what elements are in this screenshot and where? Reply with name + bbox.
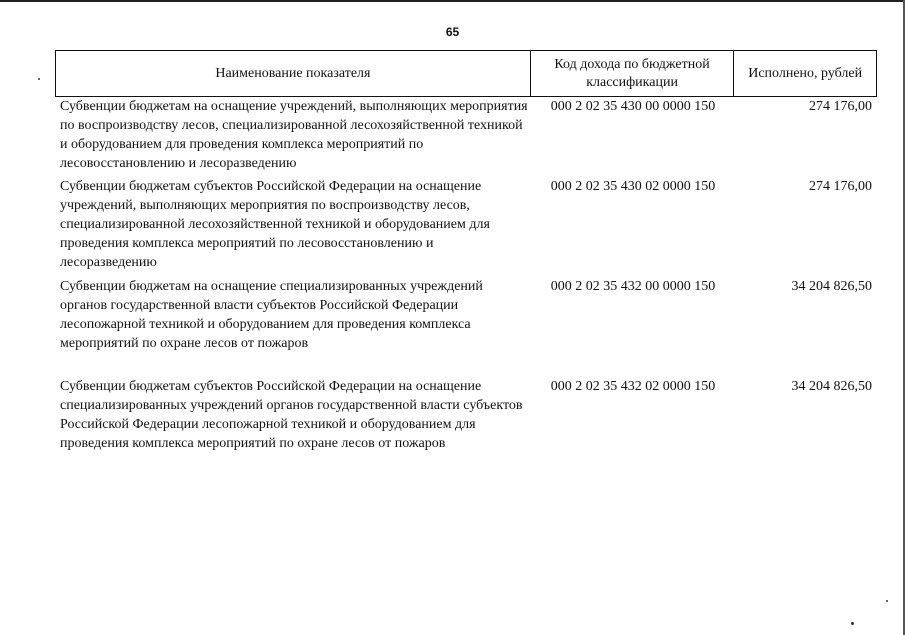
row-sum: 274 176,00 — [809, 99, 872, 114]
row-name: Субвенции бюджетам субъектов Российской Федерации на оснащение учреждений, выполняющих мероприятия по воспроизводству лесов, специализированной лесохозяйственной техникой и оборудованием для проведения комплекса мероприятий по лесовосстановлению и лесоразведению — [60, 179, 490, 270]
row-sum: 34 204 826,50 — [791, 279, 872, 294]
table-row — [55, 377, 877, 453]
scan-speck — [886, 600, 888, 602]
row-code: 000 2 02 35 430 02 0000 150 — [550, 179, 716, 194]
table-header-row — [55, 50, 877, 97]
table-row — [55, 97, 877, 173]
row-code: 000 2 02 35 430 00 0000 150 — [550, 99, 716, 114]
row-name: Субвенции бюджетам на оснащение учреждений, выполняющих мероприятия по воспроизводству лесов, специализированной лесохозяйственной техникой и оборудованием для проведения комплекса мероприятий по лесовосстановлению и лесоразведению — [60, 99, 528, 171]
page-number: 65 — [445, 25, 460, 39]
header-sum: Исполнено, рублей — [748, 65, 863, 81]
row-sum: 274 176,00 — [809, 179, 872, 194]
header-name: Наименование показателя — [56, 51, 531, 96]
row-code: 000 2 02 35 432 00 0000 150 — [550, 279, 716, 294]
header-code: Код дохода по бюджетной классификации — [531, 51, 735, 96]
scan-edge-top — [0, 0, 905, 2]
scan-speck — [38, 78, 40, 80]
row-sum: 34 204 826,50 — [791, 379, 872, 394]
row-name: Субвенции бюджетам субъектов Российской Федерации на оснащение специализированных учреждений органов государственной власти субъектов Российской Федерации лесопожарной техникой и оборудованием для проведения комплекса мероприятий по охране лесов от пожаров — [60, 379, 523, 451]
row-code: 000 2 02 35 432 02 0000 150 — [550, 379, 716, 394]
scan-speck — [851, 622, 854, 625]
table-row — [55, 177, 877, 272]
row-name: Субвенции бюджетам на оснащение специализированных учреждений органов государственной власти субъектов Российской Федерации лесопожарной техникой и оборудованием для проведения комплекса мероприятий по охране лесов от пожаров — [60, 279, 483, 351]
table-row — [55, 277, 877, 353]
budget-table — [55, 50, 877, 451]
